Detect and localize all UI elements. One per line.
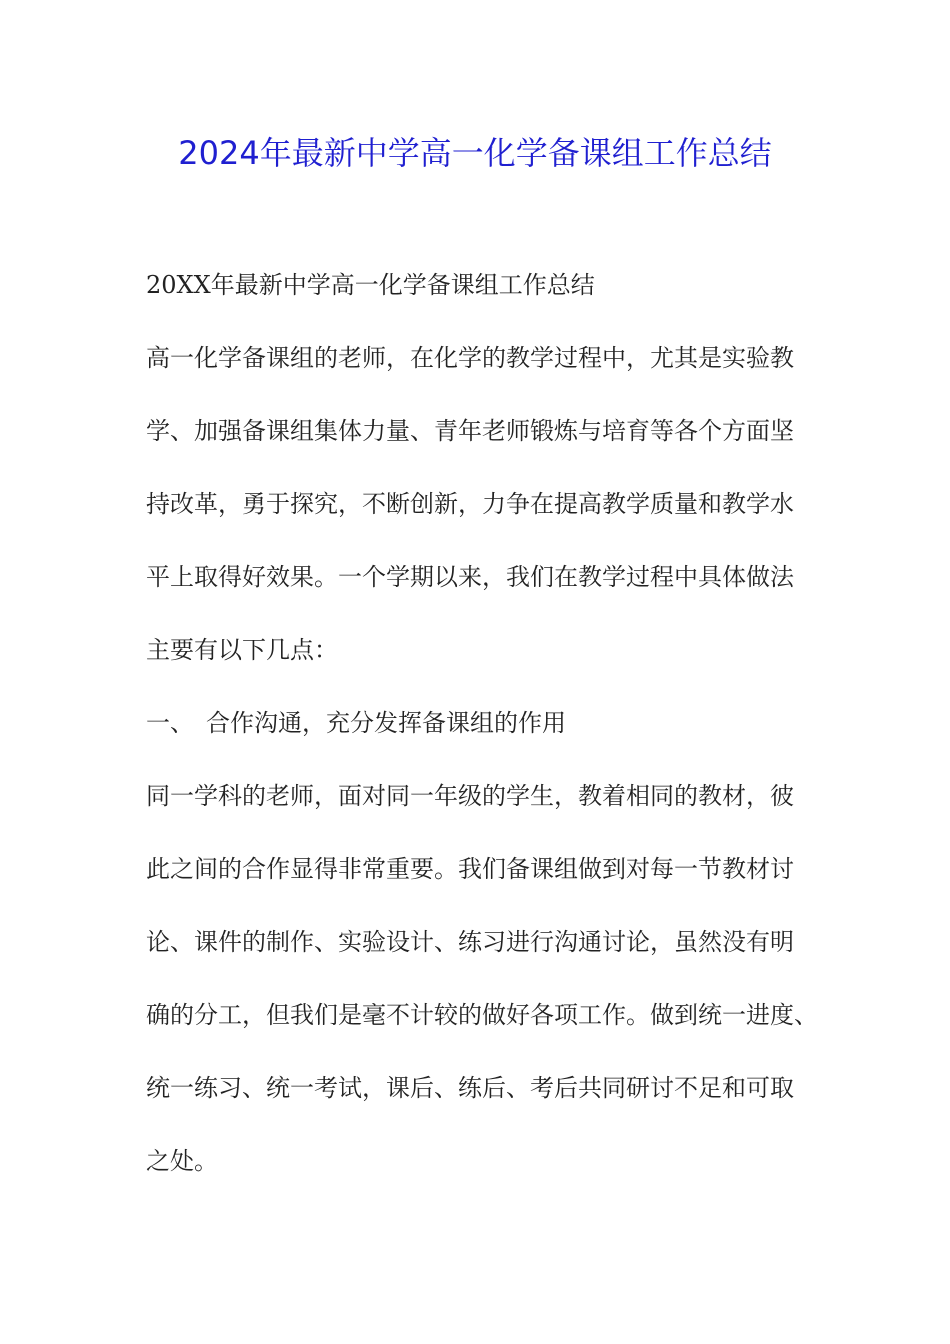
body-line: 论、课件的制作、实验设计、练习进行沟通讨论，虽然没有明 bbox=[146, 928, 794, 956]
body-line: 持改革，勇于探究，不断创新，力争在提高教学质量和教学水 bbox=[146, 490, 794, 518]
body-line: 同一学科的老师，面对同一年级的学生，教着相同的教材，彼 bbox=[146, 782, 794, 810]
body-line: 高一化学备课组的老师，在化学的教学过程中，尤其是实验教 bbox=[146, 344, 794, 372]
document-title: 2024年最新中学高一化学备课组工作总结 bbox=[178, 134, 772, 172]
body-line: 此之间的合作显得非常重要。我们备课组做到对每一节教材讨 bbox=[146, 855, 794, 883]
body-line: 之处。 bbox=[146, 1147, 218, 1175]
document-body bbox=[146, 262, 836, 1211]
body-line: 确的分工，但我们是毫不计较的做好各项工作。做到统一进度、 bbox=[146, 1001, 818, 1029]
body-line: 主要有以下几点： bbox=[146, 636, 338, 664]
body-line: 20XX年最新中学高一化学备课组工作总结 bbox=[146, 271, 595, 299]
body-line: 学、加强备课组集体力量、青年老师锻炼与培育等各个方面坚 bbox=[146, 417, 794, 445]
body-line: 平上取得好效果。一个学期以来，我们在教学过程中具体做法 bbox=[146, 563, 794, 591]
section-heading: 一、 合作沟通，充分发挥备课组的作用 bbox=[146, 709, 566, 737]
body-line: 统一练习、统一考试，课后、练后、考后共同研讨不足和可取 bbox=[146, 1074, 794, 1102]
